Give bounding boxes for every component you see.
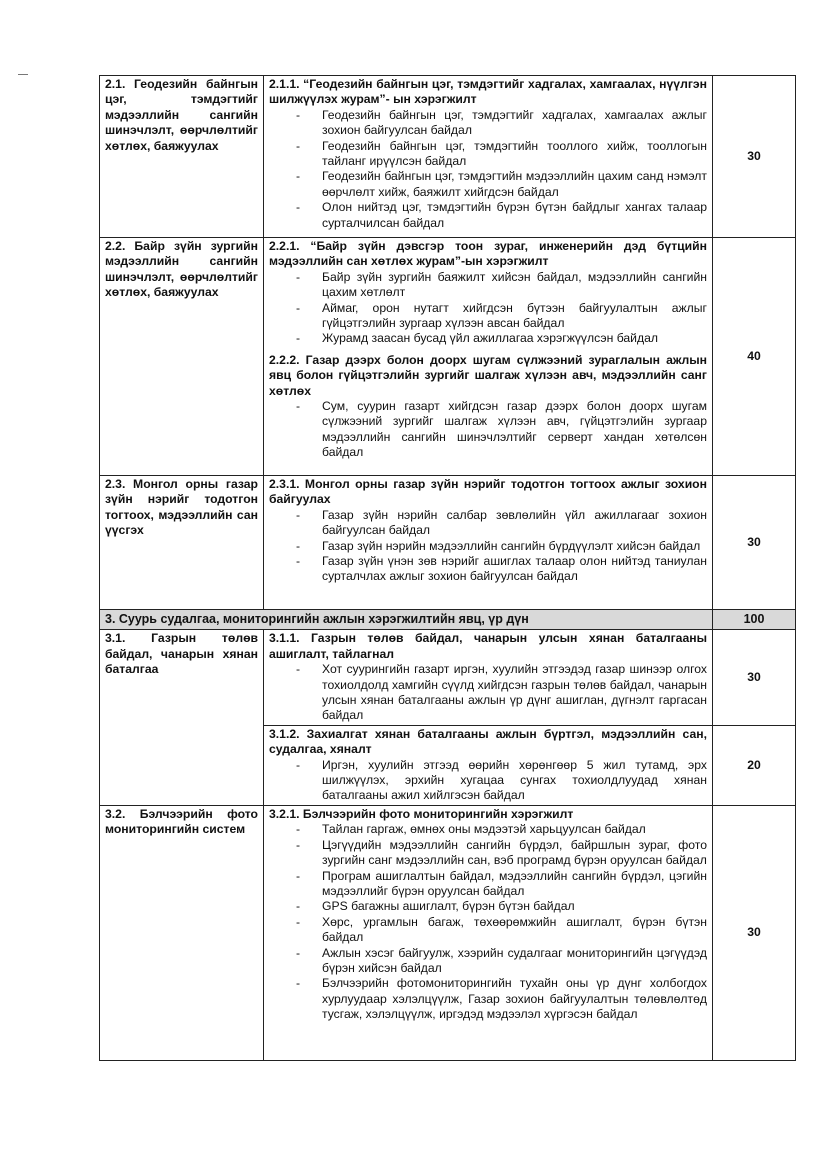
sub-criteria-title: 2.2.2. Газар дээрх болон доорх шугам сүлжээний зураглалын ажлын явц болон гүйцэтгэлийн зургийг шалгаж хүлээн авч, мэдээллийн санг хөтлөх <box>269 352 707 398</box>
indicator-item: - Сум, суурин газарт хийгдсэн газар дээрх болон доорх шугам сүлжээний зургийг шалгаж хүлээн авч, гүйцэтгэлийн зургаар мэдээллийн сангийн шинэчлэлтийг серверт хандан хөтөлсөн байдал <box>269 399 707 461</box>
sub-criteria-title: 3.2.1. Бэлчээрийн фото мониторингийн хэрэгжилт <box>269 806 574 821</box>
criteria-area: 3.1. Газрын төлөв байдал, чанарын хянан баталгаа <box>100 630 264 805</box>
criteria-detail <box>264 238 713 476</box>
score-cell: 30 <box>713 630 796 725</box>
sub-criteria-title: 3.1.2. Захиалгат хянан баталгааны ажлын бүртгэл, мэдээллийн сан, судалгаа, хяналт <box>269 726 707 757</box>
criteria-row <box>100 76 796 238</box>
indicator-item: - Хөрс, ургамлын багаж, төхөөрөмжийн ашиглалт, бүрэн бүтэн байдал <box>269 915 707 946</box>
indicator-item: - Иргэн, хуулийн этгээд өөрийн хөрөнгөөр 5 жил тутамд, эрх шилжүүлэх, эрхийн хугацаа сунгах тохиолдлуудад хянан баталгааны ажил хийлгэсэн байдал <box>269 758 707 804</box>
criteria-detail <box>264 725 713 805</box>
score-cell: 20 <box>713 725 796 805</box>
indicator-list <box>269 270 707 347</box>
sub-criteria-title: 2.3.1. Монгол орны газар зүйн нэрийг тодотгон тогтоох ажлыг зохион байгуулах <box>269 477 707 507</box>
sub-criteria-title: 2.2.1. “Байр зүйн дэвсгэр тоон зураг, инженерийн дэд бүтцийн мэдээллийн сан хөтлөх журам”-ын хэрэгжилт <box>269 239 707 269</box>
indicator-list <box>269 822 707 1022</box>
criteria-area: 2.3. Монгол орны газар зүйн нэрийг тодотгон тогтоох, мэдээллийн сан үүсгэх <box>100 476 264 610</box>
indicator-list <box>269 662 707 724</box>
score-cell: 30 <box>713 76 796 238</box>
indicator-item: - GPS багажны ашиглалт, бүрэн бүтэн байдал <box>269 899 707 914</box>
indicator-item: - Газар зүйн нэрийн мэдээллийн сангийн бүрдүүлэлт хийсэн байдал <box>269 539 707 554</box>
sub-criteria-title: 3.1.1. Газрын төлөв байдал, чанарын улсын хянан баталгааны ашиглалт, тайлагнал <box>269 631 707 661</box>
sub-criteria-title: 2.1.1. “Геодезийн байнгын цэг, тэмдэгтийг хадгалах, хамгаалах, нүүлгэн шилжүүлэх журам”- ын хэрэгжилт <box>269 77 707 107</box>
criteria-row <box>100 630 796 725</box>
indicator-list <box>269 758 707 804</box>
criteria-area: 3.2. Бэлчээрийн фото мониторингийн систем <box>100 805 264 1060</box>
page-edge-mark <box>18 74 28 75</box>
indicator-item: - Газар зүйн үнэн зөв нэрийг ашиглах талаар олон нийтэд таниулан сурталчлах ажлыг зохион байгуулсан байдал <box>269 554 707 585</box>
indicator-list <box>269 399 707 461</box>
indicator-item: - Газар зүйн нэрийн салбар зөвлөлийн үйл ажиллагааг зохион байгуулсан байдал <box>269 508 707 539</box>
criteria-row <box>100 238 796 476</box>
indicator-item: - Олон нийтэд цэг, тэмдэгтийн бүрэн бүтэн байдлыг хангах талаар сурталчилсан байдал <box>269 200 707 231</box>
indicator-item: - Тайлан гаргаж, өмнөх оны мэдээтэй харьцуулсан байдал <box>269 822 707 837</box>
section-score: 100 <box>713 610 796 630</box>
indicator-item: - Програм ашиглалтын байдал, мэдээллийн сангийн бүрдэл, цэгийн мэдээллийг бүрэн оруулсан байдал <box>269 869 707 900</box>
section-title: 3. Суурь судалгаа, мониторингийн ажлын хэрэгжилтийн явц, үр дүн <box>100 610 713 630</box>
score-cell: 30 <box>713 476 796 610</box>
indicator-item: - Геодезийн байнгын цэг, тэмдэгтийг хадгалах, хамгаалах ажлыг зохион байгуулсан байдал <box>269 108 707 139</box>
section-heading-row <box>100 610 796 630</box>
criteria-detail <box>264 76 713 238</box>
criteria-detail <box>264 476 713 610</box>
score-cell: 30 <box>713 805 796 1060</box>
criteria-row <box>100 805 796 1060</box>
indicator-item: - Цэгүүдийн мэдээллийн сангийн бүрдэл, байршлын зураг, фото зургийн санг мэдээллийн сан, вэб програмд бүрэн оруулсан байдал <box>269 838 707 869</box>
criteria-detail <box>264 805 713 1060</box>
evaluation-table-body <box>100 76 796 1061</box>
criteria-area: 2.1. Геодезийн байнгын цэг, тэмдэгтийг мэдээллийн сангийн шинэчлэлт, өөрчлөлтийг хөтлөх, баяжуулах <box>100 76 264 238</box>
indicator-item: - Хот суурингийн газарт иргэн, хуулийн этгээдэд газар шинээр олгох тохиолдолд хамгийн сүүлд хийгдсэн газрын төлөв байдал, чанарын улсын хянан баталгааны ажлын үр дүнг ашиглан, дүгнэлт гаргасан байдал <box>269 662 707 724</box>
score-cell: 40 <box>713 238 796 476</box>
indicator-list <box>269 108 707 231</box>
indicator-item: - Геодезийн байнгын цэг, тэмдэгтийн тооллого хийж, тооллогын тайланг ирүүлсэн байдал <box>269 139 707 170</box>
indicator-item: - Геодезийн байнгын цэг, тэмдэгтийн мэдээллийн цахим санд нэмэлт өөрчлөлт хийж, баяжилт хийгдсэн байдал <box>269 169 707 200</box>
indicator-item: - Бэлчээрийн фотомониторингийн тухайн оны үр дүнг холбогдох хурлуудаар хэлэлцүүлж, Газар зохион байгуулалтын төлөвлөлтөд тусгаж, хэлэлцүүлж, иргэдэд мэдээлэл хүргэсэн байдал <box>269 976 707 1022</box>
criteria-row <box>100 476 796 610</box>
indicator-item: - Журамд заасан бусад үйл ажиллагаа хэрэгжүүлсэн байдал <box>269 331 707 346</box>
indicator-item: - Байр зүйн зургийн баяжилт хийсэн байдал, мэдээллийн сангийн цахим хөтлөлт <box>269 270 707 301</box>
criteria-detail <box>264 630 713 725</box>
indicator-list <box>269 508 707 585</box>
evaluation-table <box>99 75 796 1061</box>
indicator-item: - Ажлын хэсэг байгуулж, хээрийн судалгааг мониторингийн цэгүүдэд бүрэн хийсэн байдал <box>269 946 707 977</box>
criteria-area: 2.2. Байр зүйн зургийн мэдээллийн сангийн шинэчлэлт, өөрчлөлтийг хөтлөх, баяжуулах <box>100 238 264 476</box>
indicator-item: - Аймаг, орон нутагт хийгдсэн бүтээн байгуулалтын ажлыг гүйцэтгэлийн зургаар хүлээн авсан байдал <box>269 301 707 332</box>
